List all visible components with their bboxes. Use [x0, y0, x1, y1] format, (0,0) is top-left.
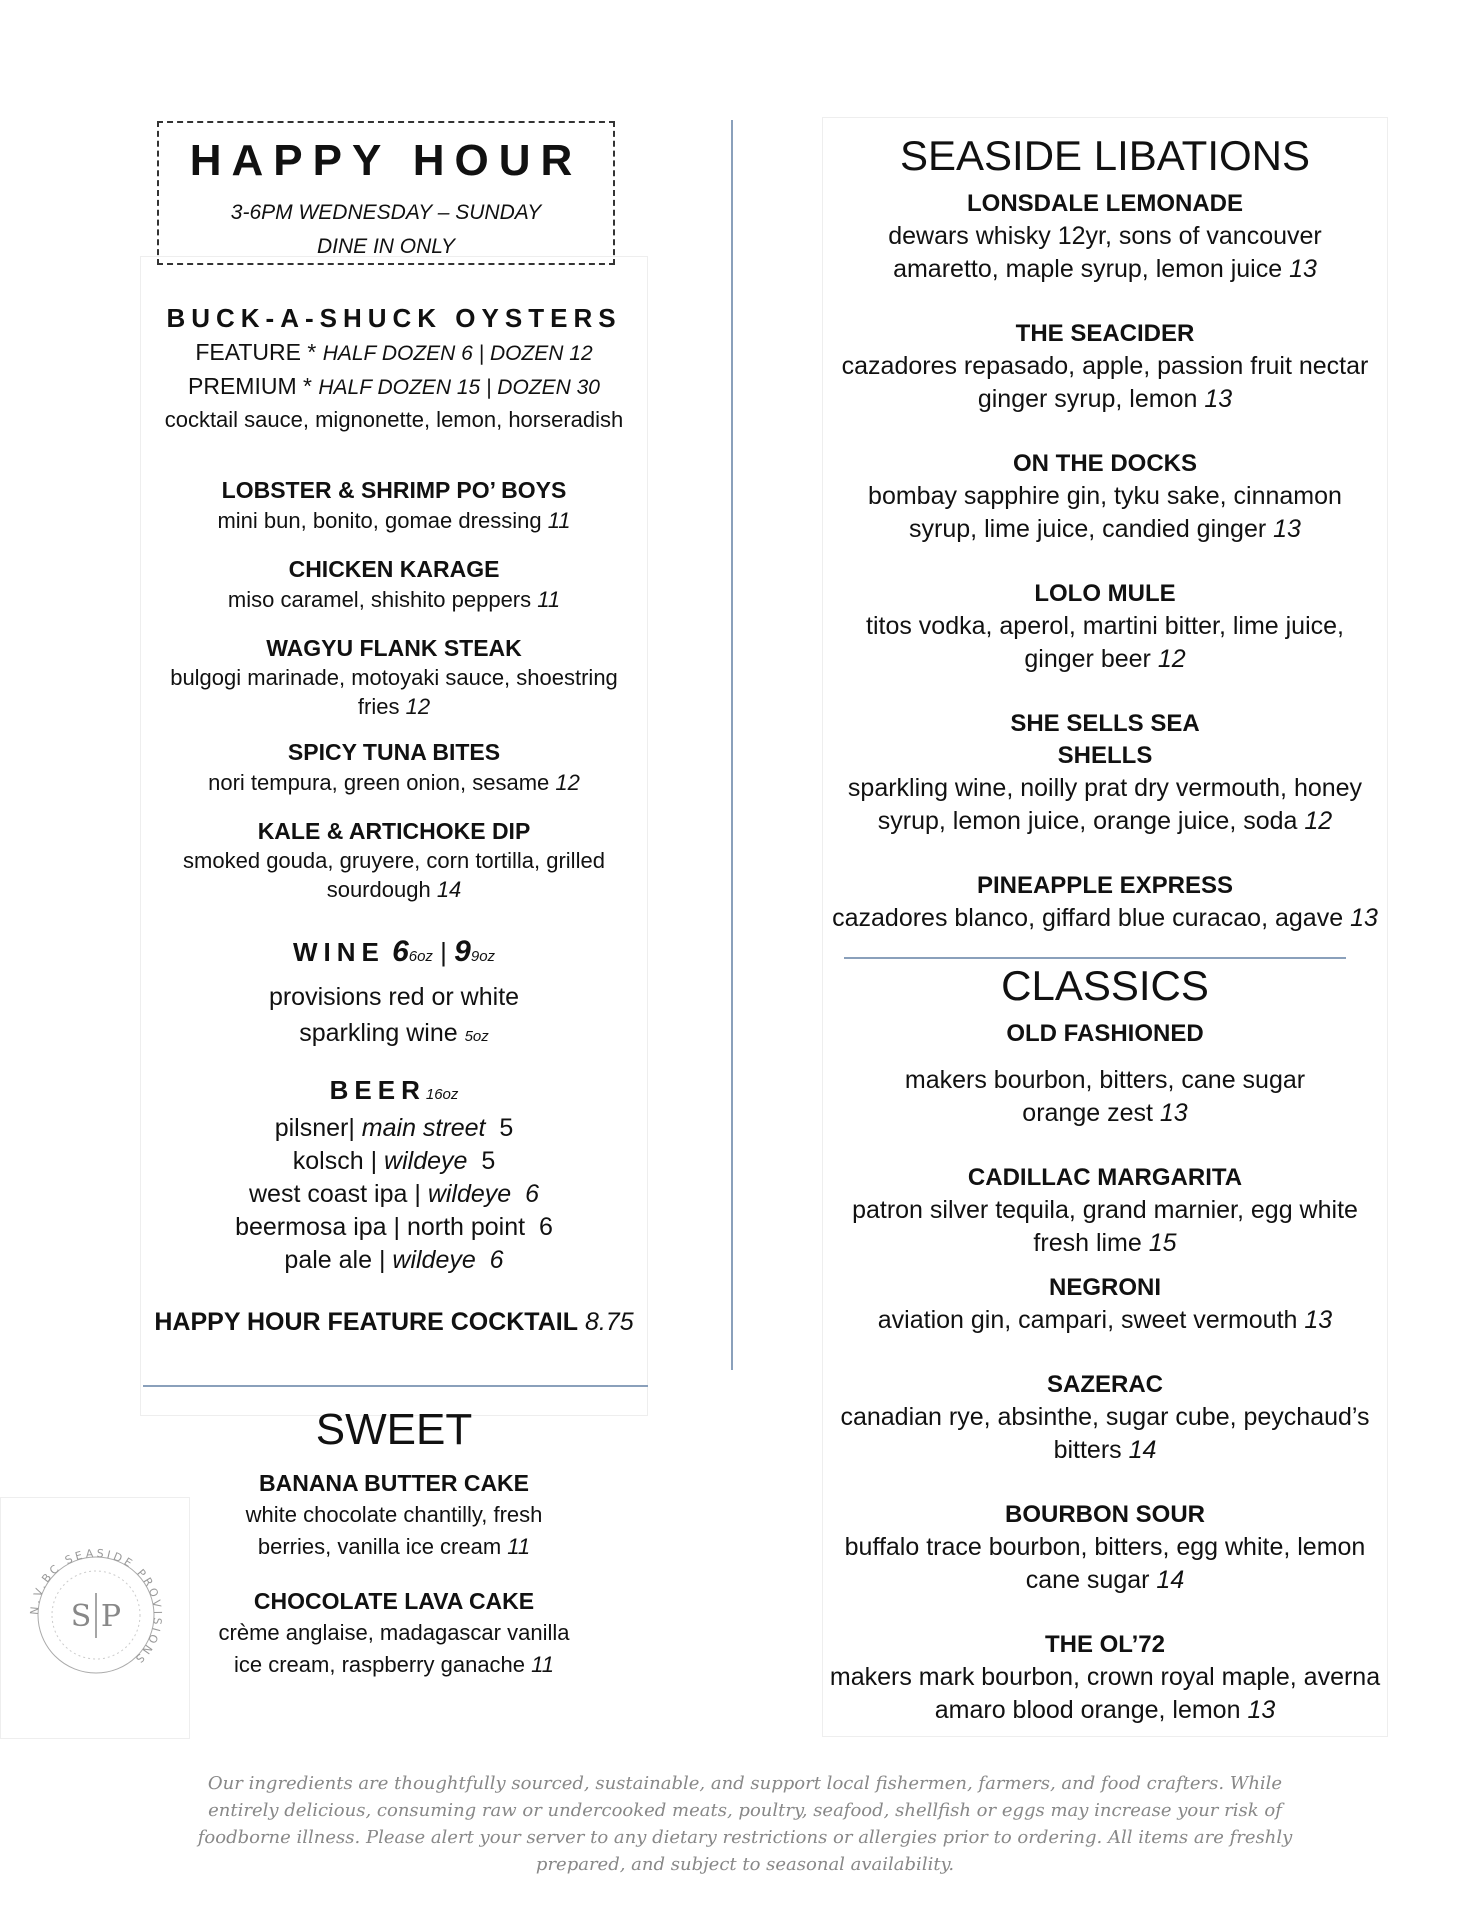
happy-hour-times: 3-6PM WEDNESDAY – SUNDAY	[230, 201, 542, 224]
oysters-title: BUCK-A-SHUCK OYSTERS	[166, 303, 622, 333]
left-menu-column	[140, 300, 648, 1339]
drink-item: THE SEACIDER cazadores repasado, apple, passion fruit nectar ginger syrup, lemon 13	[841, 320, 1369, 413]
happy-hour-note: DINE IN ONLY	[316, 235, 456, 258]
drink-item: THE OL’72 makers mark bourbon, crown royal maple, averna amaro blood orange, lemon 13	[829, 1631, 1381, 1724]
drink-item: NEGRONI aviation gin, campari, sweet vermouth 13	[877, 1274, 1333, 1334]
menu-item: CHICKEN KARAGE miso caramel, shishito peppers 11	[140, 554, 648, 615]
logo-panel	[0, 1497, 190, 1739]
menu-item: KALE & ARTICHOKE DIP smoked gouda, gruyere, corn tortilla, grilled sourdough 14	[140, 816, 648, 904]
left-divider	[143, 1385, 648, 1387]
drink-item: BOURBON SOUR buffalo trace bourbon, bitters, egg white, lemon cane sugar 14	[844, 1501, 1366, 1594]
drink-item: LOLO MULE titos vodka, aperol, martini bitter, lime juice, ginger beer 12	[866, 580, 1344, 673]
item-name: CHICKEN KARAGE	[288, 556, 500, 582]
svg-text:P: P	[100, 1599, 122, 1634]
right-menu-column	[822, 130, 1388, 935]
sweet-title: SWEET	[315, 1405, 473, 1454]
sweet-section: SWEET BANANA BUTTER CAKE white chocolate chantilly, fresh berries, vanilla ice cream 11 CHOCOLATE LAVA CAKE crème anglaise, madagascar vanilla ice cream, raspberry ganache 11	[140, 1400, 648, 1680]
wine-line: sparkling wine 5oz	[299, 1019, 489, 1047]
disclaimer: Our ingredients are thoughtfully sourced, sustainable, and support local fishermen, farmers, and food crafters. While entirely delicious, consuming raw or undercooked meats, poultry, seafood, shellfish or eggs may increase your risk of foodborne illness. Please alert your server to any dietary restrictions or allergies prior to ordering. All items are freshly prepared, and subject to seasonal availability.	[197, 1773, 1293, 1875]
drink-item: SAZERAC canadian rye, absinthe, sugar cube, peychaud’s bitters 14	[840, 1371, 1370, 1464]
item-name: CHOCOLATE LAVA CAKE	[253, 1588, 535, 1614]
beer-item: pale ale | wildeye 6	[284, 1246, 504, 1274]
drink-item: SHE SELLS SEA SHELLS sparkling wine, noilly prat dry vermouth, honey syrup, lemon juice, orange juice, soda 12	[847, 710, 1363, 835]
classics-section	[822, 960, 1388, 1727]
menu-item: WAGYU FLANK STEAK bulgogi marinade, motoyaki sauce, shoestring fries 12	[140, 633, 648, 721]
item-name: LOBSTER & SHRIMP PO’ BOYS	[221, 477, 567, 503]
happy-hour-title: HAPPY HOUR	[189, 136, 583, 185]
seaside-provisions-logo	[1, 1498, 191, 1740]
oysters-desc: cocktail sauce, mignonette, lemon, horseradish	[164, 407, 624, 432]
beer-item: beermosa ipa | north point 6	[235, 1213, 553, 1241]
right-divider	[844, 957, 1346, 959]
item-name: BANANA BUTTER CAKE	[258, 1470, 530, 1496]
menu-item: SPICY TUNA BITES nori tempura, green onion, sesame 12	[140, 737, 648, 798]
menu-item: LOBSTER & SHRIMP PO’ BOYS mini bun, bonito, gomae dressing 11	[140, 475, 648, 536]
drink-item: CADILLAC MARGARITA patron silver tequila, grand marnier, egg white fresh lime 15	[852, 1164, 1358, 1257]
beer-item: pilsner| main street 5	[274, 1114, 514, 1142]
svg-text:N.V.BC SEASIDE PROVISIONS: N.V.BC SEASIDE PROVISIONS	[27, 1546, 165, 1668]
column-divider	[731, 120, 733, 1370]
wine-line: provisions red or white	[268, 983, 520, 1011]
oysters-premium: PREMIUM * HALF DOZEN 15 | DOZEN 30	[188, 373, 600, 399]
happy-hour-subtitle	[157, 196, 615, 264]
drink-item: PINEAPPLE EXPRESS cazadores blanco, giffard blue curacao, agave 13	[832, 872, 1378, 932]
svg-text:S: S	[70, 1599, 92, 1634]
drink-item: ON THE DOCKS bombay sapphire gin, tyku sake, cinnamon syrup, lime juice, candied ginger 13	[868, 450, 1342, 543]
drink-item: LONSDALE LEMONADE dewars whisky 12yr, sons of vancouver amaretto, maple syrup, lemon juice 13	[888, 190, 1322, 283]
item-name: KALE & ARTICHOKE DIP	[257, 818, 531, 844]
item-name: WAGYU FLANK STEAK	[266, 635, 522, 661]
libations-title: SEASIDE LIBATIONS	[899, 132, 1310, 179]
feature-cocktail: HAPPY HOUR FEATURE COCKTAIL 8.75	[154, 1308, 634, 1336]
item-name: SPICY TUNA BITES	[287, 739, 501, 765]
classics-title: CLASSICS	[1001, 962, 1209, 1009]
oysters-feature: FEATURE * HALF DOZEN 6 | DOZEN 12	[195, 339, 593, 365]
beer-heading: BEER16oz	[329, 1075, 459, 1105]
wine-heading: WINE 66oz | 99oz	[292, 935, 496, 968]
beer-item: west coast ipa | wildeye 6	[249, 1180, 539, 1208]
drink-item: OLD FASHIONED makers bourbon, bitters, cane sugar orange zest 13	[904, 1020, 1306, 1127]
beer-item: kolsch | wildeye 5	[292, 1147, 496, 1175]
